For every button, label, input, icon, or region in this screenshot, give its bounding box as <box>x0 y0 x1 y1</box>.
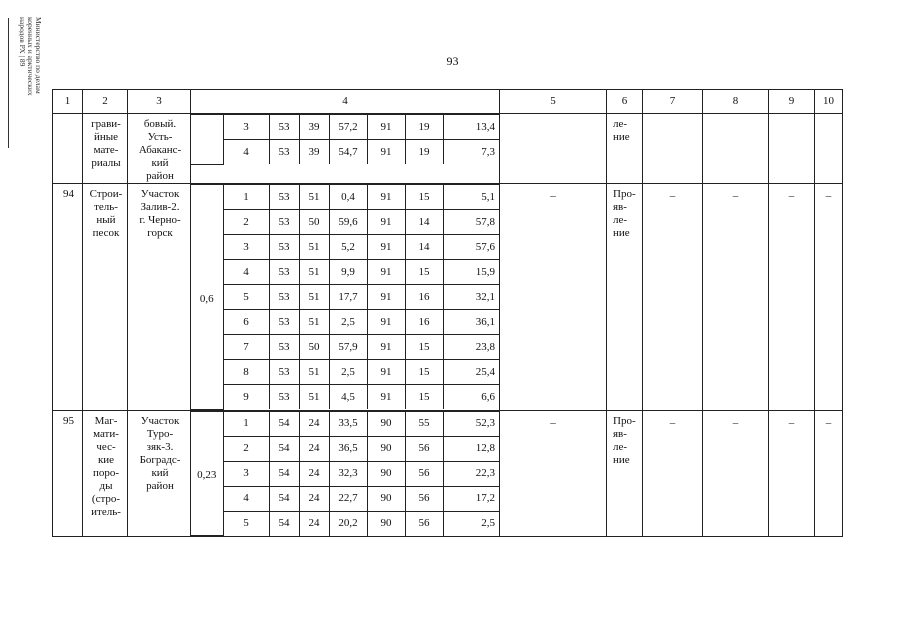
c10-text: – <box>825 416 832 429</box>
point-number: 5 <box>223 285 269 310</box>
c7-text: – <box>669 416 676 429</box>
deposits-table <box>52 89 843 537</box>
coordinate-value: 17,7 <box>329 285 367 310</box>
header-cell: 10 <box>815 90 843 114</box>
coordinate-value: 91 <box>367 310 405 335</box>
coordinate-value: 51 <box>299 360 329 385</box>
header-cell: 8 <box>703 90 769 114</box>
coordinate-value: 24 <box>299 486 329 511</box>
coordinate-value: 90 <box>367 511 405 536</box>
coordinate-value: 55 <box>405 411 443 436</box>
cell-c10 <box>815 184 843 411</box>
c5-text: – <box>550 416 556 429</box>
coordinate-value: 17,2 <box>443 486 499 511</box>
cell-c8 <box>703 184 769 411</box>
header-cell: 6 <box>607 90 643 114</box>
header-cell: 7 <box>643 90 703 114</box>
coordinate-value: 56 <box>405 461 443 486</box>
coordinate-value: 91 <box>367 360 405 385</box>
coordinate-value: 39 <box>299 115 329 140</box>
point-number: 1 <box>223 185 269 210</box>
coordinate-value: 22,3 <box>443 461 499 486</box>
table-row <box>53 114 843 184</box>
c1-text: 95 <box>63 414 74 427</box>
cell-c3 <box>128 114 191 184</box>
header-row <box>53 90 843 114</box>
cell-c2 <box>83 410 128 537</box>
point-number: 2 <box>223 436 269 461</box>
coordinate-value: 15 <box>405 185 443 210</box>
coordinate-value: 91 <box>367 115 405 140</box>
coordinate-value: 57,2 <box>329 115 367 140</box>
c1-text: 94 <box>63 188 74 200</box>
coordinates-grid <box>191 114 499 165</box>
c6-text: Про- яв- ле- ние <box>613 188 636 239</box>
coordinate-value: 24 <box>299 511 329 536</box>
header-cell: 3 <box>128 90 191 114</box>
point-number: 2 <box>223 210 269 235</box>
coordinate-value: 51 <box>299 285 329 310</box>
coordinate-row <box>191 260 499 285</box>
point-number: 4 <box>223 140 269 165</box>
cell-c1 <box>53 184 83 411</box>
coordinate-value: 33,5 <box>329 411 367 436</box>
c9-text <box>769 114 814 120</box>
coordinate-value: 53 <box>269 260 299 285</box>
coordinate-value: 15 <box>405 385 443 410</box>
coordinate-value: 57,8 <box>443 210 499 235</box>
coordinate-value: 51 <box>299 185 329 210</box>
coordinate-value: 39 <box>299 140 329 165</box>
coordinate-value: 50 <box>299 210 329 235</box>
coordinate-row <box>191 436 499 461</box>
coordinate-row <box>191 140 499 165</box>
coordinate-value: 90 <box>367 411 405 436</box>
cell-c10 <box>815 410 843 537</box>
coordinate-value: 15 <box>405 260 443 285</box>
coordinate-value: 91 <box>367 210 405 235</box>
coordinate-row <box>191 210 499 235</box>
c7-text <box>643 114 702 120</box>
coordinate-value: 54 <box>269 436 299 461</box>
cell-c5 <box>500 184 607 411</box>
coordinate-value: 54 <box>269 461 299 486</box>
cell-c5 <box>500 114 607 184</box>
area-value <box>191 115 223 165</box>
coordinate-value: 53 <box>269 140 299 165</box>
coordinate-value: 51 <box>299 260 329 285</box>
c6-text: Про- яв- ле- ние <box>613 414 636 466</box>
coordinate-value: 90 <box>367 461 405 486</box>
header-cell: 1 <box>53 90 83 114</box>
stamp-text: Министерство по делам коренных и арктических народов РХ | 89 <box>18 17 43 96</box>
coordinate-value: 19 <box>405 140 443 165</box>
coordinate-value: 14 <box>405 210 443 235</box>
coordinate-row <box>191 411 499 436</box>
coordinate-value: 2,5 <box>329 310 367 335</box>
point-number: 9 <box>223 385 269 410</box>
c8-text: – <box>732 416 739 429</box>
coordinate-value: 56 <box>405 436 443 461</box>
cell-c6 <box>607 184 643 411</box>
c10-text: – <box>825 190 832 202</box>
c2-text: грави- йные мате- риалы <box>91 118 121 169</box>
c6-text: ле- ние <box>613 118 630 143</box>
cell-c8 <box>703 114 769 184</box>
c8-text <box>703 114 768 120</box>
coordinate-value: 91 <box>367 235 405 260</box>
c3-text: Участок Залив-2. г. Черно- горск <box>139 188 181 239</box>
coordinate-value: 53 <box>269 235 299 260</box>
coordinate-value: 51 <box>299 310 329 335</box>
c2-text: Маг- мати- чес- кие поро- ды (стро- итель- <box>91 414 121 518</box>
coordinate-value: 91 <box>367 185 405 210</box>
cell-c7 <box>643 184 703 411</box>
coordinate-value: 2,5 <box>329 360 367 385</box>
coordinate-value: 57,9 <box>329 335 367 360</box>
point-number: 3 <box>223 235 269 260</box>
coordinate-value: 57,6 <box>443 235 499 260</box>
coordinate-value: 24 <box>299 461 329 486</box>
coordinate-value: 24 <box>299 411 329 436</box>
header-cell: 5 <box>500 90 607 114</box>
c2-text: Строи- тель- ный песок <box>89 188 123 239</box>
point-number: 8 <box>223 360 269 385</box>
coordinate-value: 53 <box>269 335 299 360</box>
point-number: 4 <box>223 260 269 285</box>
coordinate-value: 15 <box>405 335 443 360</box>
cell-c9 <box>769 184 815 411</box>
c9-text: – <box>788 416 795 429</box>
coordinate-value: 51 <box>299 385 329 410</box>
coordinate-value: 54,7 <box>329 140 367 165</box>
cell-c1 <box>53 114 83 184</box>
coordinate-value: 22,7 <box>329 486 367 511</box>
coordinate-row <box>191 360 499 385</box>
coordinate-value: 90 <box>367 486 405 511</box>
cell-c6 <box>607 410 643 537</box>
cell-c8 <box>703 410 769 537</box>
point-number: 6 <box>223 310 269 335</box>
coordinate-row <box>191 486 499 511</box>
table-row <box>53 410 843 537</box>
header-cell: 2 <box>83 90 128 114</box>
coordinate-value: 32,3 <box>329 461 367 486</box>
area-value: 0,6 <box>191 185 223 410</box>
coordinate-value: 13,4 <box>443 115 499 140</box>
coordinate-value: 53 <box>269 185 299 210</box>
coordinate-value: 54 <box>269 511 299 536</box>
c7-text: – <box>669 190 676 202</box>
cell-c9 <box>769 114 815 184</box>
point-number: 3 <box>223 115 269 140</box>
coordinate-value: 91 <box>367 140 405 165</box>
coordinate-row <box>191 115 499 140</box>
coordinate-value: 4,5 <box>329 385 367 410</box>
coordinate-value: 91 <box>367 335 405 360</box>
c9-text: – <box>788 190 795 202</box>
cell-c10 <box>815 114 843 184</box>
coordinate-value: 36,5 <box>329 436 367 461</box>
coordinate-value: 91 <box>367 285 405 310</box>
c3-text: Участок Туро- зяк-3. Боградс- кий район <box>139 414 181 492</box>
coordinate-value: 36,1 <box>443 310 499 335</box>
coordinate-value: 91 <box>367 385 405 410</box>
cell-coordinates <box>191 184 500 411</box>
coordinate-value: 59,6 <box>329 210 367 235</box>
c10-text <box>815 114 842 120</box>
coordinate-value: 32,1 <box>443 285 499 310</box>
c3-text: бовый. Усть- Абаканс- кий район <box>138 118 182 182</box>
cell-c1 <box>53 410 83 537</box>
coordinate-value: 91 <box>367 260 405 285</box>
coordinate-value: 54 <box>269 486 299 511</box>
coordinate-value: 23,8 <box>443 335 499 360</box>
coordinate-row <box>191 185 499 210</box>
coordinate-value: 2,5 <box>443 511 499 536</box>
coordinate-value: 90 <box>367 436 405 461</box>
cell-coordinates <box>191 410 500 537</box>
cell-c7 <box>643 114 703 184</box>
area-value: 0,23 <box>191 411 223 536</box>
cell-c5 <box>500 410 607 537</box>
coordinate-value: 56 <box>405 511 443 536</box>
point-number: 4 <box>223 486 269 511</box>
point-number: 3 <box>223 461 269 486</box>
table-row <box>53 184 843 411</box>
coordinate-value: 5,1 <box>443 185 499 210</box>
coordinate-value: 20,2 <box>329 511 367 536</box>
cell-c2 <box>83 184 128 411</box>
coordinate-row <box>191 511 499 536</box>
cell-c9 <box>769 410 815 537</box>
cell-c2 <box>83 114 128 184</box>
coordinate-value: 16 <box>405 310 443 335</box>
coordinate-value: 6,6 <box>443 385 499 410</box>
coordinates-grid <box>191 184 499 410</box>
coordinate-value: 53 <box>269 360 299 385</box>
cell-c7 <box>643 410 703 537</box>
cell-c3 <box>128 184 191 411</box>
cell-c3 <box>128 410 191 537</box>
coordinate-value: 15 <box>405 360 443 385</box>
coordinate-row <box>191 285 499 310</box>
coordinate-row <box>191 385 499 410</box>
coordinate-value: 24 <box>299 436 329 461</box>
coordinate-row <box>191 310 499 335</box>
coordinate-value: 14 <box>405 235 443 260</box>
archive-stamp <box>8 18 45 148</box>
coordinate-value: 53 <box>269 285 299 310</box>
coordinate-value: 53 <box>269 115 299 140</box>
coordinate-row <box>191 235 499 260</box>
point-number: 7 <box>223 335 269 360</box>
coordinate-row <box>191 335 499 360</box>
coordinate-value: 9,9 <box>329 260 367 285</box>
c5-text: – <box>550 190 556 202</box>
header-cell: 9 <box>769 90 815 114</box>
header-cell: 4 <box>191 90 500 114</box>
coordinate-value: 52,3 <box>443 411 499 436</box>
coordinate-value: 56 <box>405 486 443 511</box>
coordinate-value: 51 <box>299 235 329 260</box>
page-number: 93 <box>446 54 459 68</box>
cell-coordinates <box>191 114 500 184</box>
coordinate-value: 53 <box>269 385 299 410</box>
coordinates-grid <box>191 411 499 537</box>
c5-text <box>500 114 606 120</box>
coordinate-value: 16 <box>405 285 443 310</box>
coordinate-row <box>191 461 499 486</box>
coordinate-value: 54 <box>269 411 299 436</box>
coordinate-value: 5,2 <box>329 235 367 260</box>
c8-text: – <box>732 190 739 202</box>
coordinate-value: 53 <box>269 310 299 335</box>
point-number: 1 <box>223 411 269 436</box>
point-number: 5 <box>223 511 269 536</box>
coordinate-value: 53 <box>269 210 299 235</box>
coordinate-value: 25,4 <box>443 360 499 385</box>
coordinate-value: 7,3 <box>443 140 499 165</box>
cell-c6 <box>607 114 643 184</box>
c1-text <box>53 114 82 118</box>
coordinate-value: 19 <box>405 115 443 140</box>
coordinate-value: 15,9 <box>443 260 499 285</box>
coordinate-value: 12,8 <box>443 436 499 461</box>
coordinate-value: 50 <box>299 335 329 360</box>
coordinate-value: 0,4 <box>329 185 367 210</box>
